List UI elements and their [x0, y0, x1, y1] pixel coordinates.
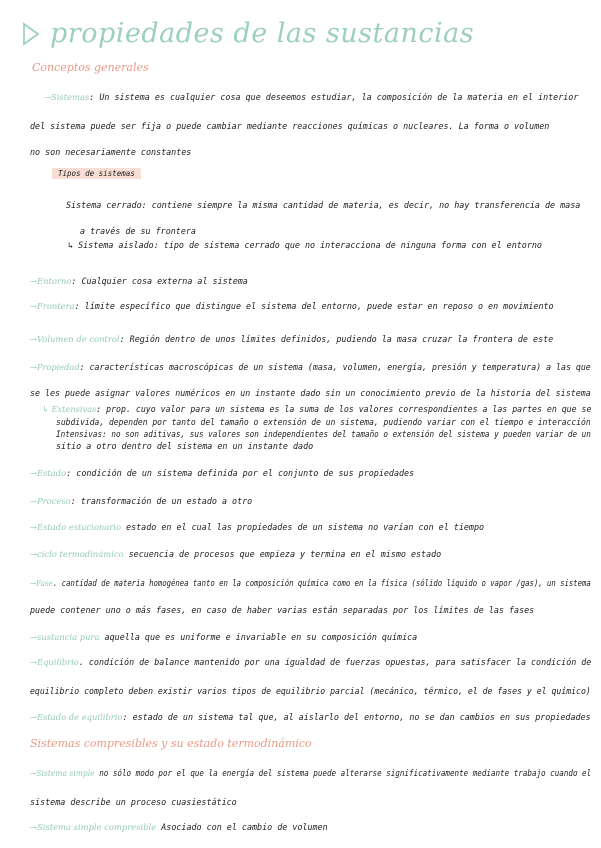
note-line [30, 549, 441, 560]
term-label: →Equilibrio [30, 657, 79, 667]
term-label: →Sistemas [44, 92, 90, 102]
term-label: ↳ Extensivas [42, 404, 97, 414]
note-line [30, 334, 553, 345]
note-line [30, 797, 237, 808]
note-line [30, 147, 191, 158]
note-line [30, 496, 252, 507]
note-text: aquella que es uniforme e invariable en su composición química [99, 632, 418, 642]
note-text: Asociado con el cambio de volumen [156, 822, 328, 832]
note-line [30, 362, 591, 373]
term-label: →Estado [30, 468, 67, 478]
note-text: . cantidad de materia homogénea tanto en la composición química como en la física (sólido líquido o vapor /gas), un sistema [52, 578, 591, 588]
note-text: ↳ Sistema aislado: tipo de sistema cerrado que no interacciona de ninguna forma con el entorno [68, 240, 542, 250]
note-text: del sistema puede ser fija o puede cambiar mediante reacciones químicas o nucleares. La forma o volumen [30, 121, 550, 131]
note-text: no sólo modo por el que la energía del sistema puede alterarse significativamente mediante trabajo cuando el [94, 768, 592, 778]
note-line [68, 240, 542, 251]
note-line [30, 768, 591, 779]
note-line [56, 429, 591, 440]
note-text: : límite específico que distingue el sistema del entorno, puede estar en reposo o en movimiento [74, 301, 554, 311]
note-text: Sistema cerrado: contiene siempre la misma cantidad de materia, es decir, no hay transferencia de masa [66, 200, 581, 210]
note-line [56, 441, 313, 452]
note-text: secuencia de procesos que empieza y termina en el mismo estado [123, 549, 442, 559]
note-line [56, 417, 591, 428]
term-label: →Volumen de control [30, 334, 120, 344]
note-text: estado en el cual las propiedades de un sistema no varían con el tiempo [121, 522, 485, 532]
note-text: . condición de balance mantenido por una igualdad de fuerzas opuestas, para satisfacer la condición de [78, 657, 592, 667]
note-line [30, 657, 591, 668]
note-line [66, 200, 580, 211]
note-line [30, 276, 248, 287]
note-text: : estado de un sistema tal que, al aislarlo del entorno, no se dan cambios en sus propiedades [122, 712, 591, 722]
note-text: : prop. cuyo valor para un sistema es la suma de los valores correspondientes a las partes en que se [96, 404, 592, 414]
note-line [30, 822, 328, 833]
note-text: sitio a otro dentro del sistema en un instante dado [56, 441, 314, 451]
term-label: →Entorno [30, 276, 72, 286]
note-line [30, 686, 591, 697]
term-label: →Sistema simple [30, 768, 95, 778]
term-label: →Propiedad [30, 362, 80, 372]
types-badge: Tipos de sistemas [52, 168, 141, 179]
note-line [30, 522, 484, 533]
term-label: →Frontera [30, 301, 75, 311]
note-text: a través de su frontera [80, 226, 196, 236]
note-text: subdivida, dependen por tanto del tamaño o extensión de un sistema, pudiendo variar con el tiempo e interacción [56, 417, 591, 427]
term-label: →Estado estacionario [30, 522, 121, 532]
note-text: : Cualquier cosa externa al sistema [71, 276, 248, 286]
note-text: se les puede asignar valores numéricos en un instante dado sin un conocimiento previo de la historia del sistema [30, 388, 591, 398]
note-line [30, 388, 591, 399]
note-line [30, 301, 554, 312]
note-line [44, 92, 578, 103]
note-text: : características macroscópicas de un sistema (masa, volumen, energía, presión y temperatura) a las que [79, 362, 591, 372]
term-label: →Sistema simple compresible [30, 822, 157, 832]
note-text: Intensivas: no son aditivas, sus valores son independientes del tamaño o extensión del sistema y pueden variar de un [56, 429, 591, 439]
note-line [30, 632, 417, 643]
note-line [80, 226, 196, 237]
term-label: →Fase [30, 578, 53, 588]
term-label: →ciclo termodinámico [30, 549, 124, 559]
term-label: →Proceso [30, 496, 71, 506]
title-block [22, 18, 474, 49]
triangle-arrow-icon [22, 22, 40, 46]
note-text: : Un sistema es cualquier cosa que deseemos estudiar, la composición de la materia en el interior [89, 92, 579, 102]
note-text: : condición de un sistema definida por el conjunto de sus propiedades [66, 468, 415, 478]
note-line [30, 605, 534, 616]
note-text: : transformación de un estado a otro [70, 496, 253, 506]
note-text: equilibrio completo deben existir varios tipos de equilibrio parcial (mecánico, térmico, el de fases y el químico) [30, 686, 591, 696]
note-line [30, 712, 591, 723]
section-heading-compresibles: Sistemas compresibles y su estado termodinámico [30, 737, 312, 750]
note-text: sistema describe un proceso cuasiestático [30, 797, 237, 807]
note-text: no son necesariamente constantes [30, 147, 192, 157]
term-label: →Estado de equilibrio [30, 712, 123, 722]
note-text: : Región dentro de unos límites definidos, pudiendo la masa cruzar la frontera de este [119, 334, 554, 344]
note-line [30, 578, 591, 589]
section-heading-conceptos: Conceptos generales [32, 61, 149, 74]
note-text: puede contener uno o más fases, en caso de haber varias están separadas por los límites de las fases [30, 605, 535, 615]
page-title: propiedades de las sustancias [50, 18, 475, 49]
note-line [42, 404, 591, 415]
note-line [30, 468, 414, 479]
note-line [30, 121, 549, 132]
term-label: →sustancia pura [30, 632, 100, 642]
